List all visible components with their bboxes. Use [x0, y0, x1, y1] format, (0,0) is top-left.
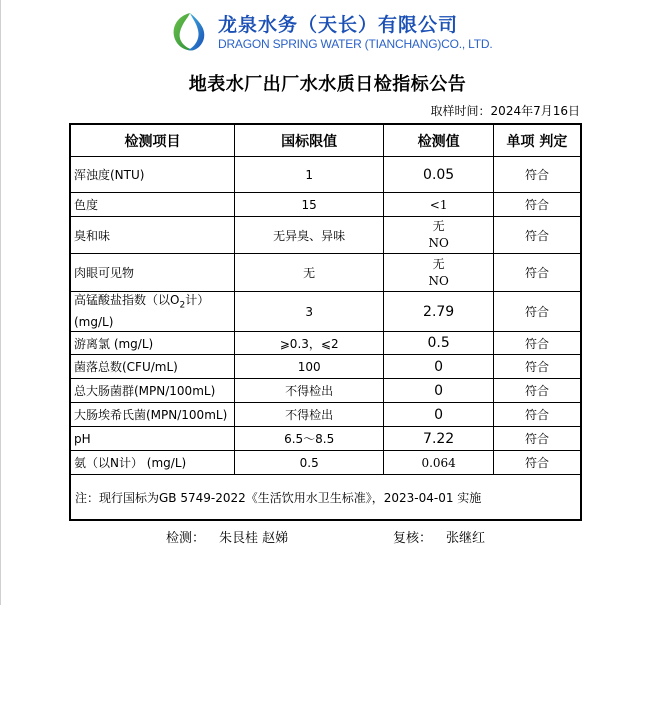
row-limit: 无异臭、异味 [235, 217, 384, 254]
row-limit: ⩾0.3，⩽2 [235, 332, 384, 355]
row-value: <1 [384, 193, 494, 217]
row-judge: 符合 [493, 451, 581, 475]
tester-signature [166, 527, 288, 546]
row-judge: 符合 [493, 193, 581, 217]
row-item: 臭和味 [70, 217, 235, 254]
row-item: 菌落总数(CFU/mL) [70, 355, 235, 379]
water-quality-table [69, 123, 582, 521]
table-row [70, 254, 581, 292]
row-item-subscript: 2 [179, 300, 186, 311]
table-row [70, 157, 581, 193]
company-name-en: DRAGON SPRING WATER (TIANCHANG)CO., LTD. [218, 37, 493, 51]
row-item: 总大肠菌群(MPN/100mL) [70, 379, 235, 403]
row-value: 0 [384, 403, 494, 427]
row-limit: 0.5 [235, 451, 384, 475]
tester-names: 朱艮桂 赵娣 [219, 531, 289, 546]
table-row [70, 355, 581, 379]
row-judge: 符合 [493, 157, 581, 193]
row-item: pH [70, 427, 235, 451]
table-row [70, 292, 581, 332]
table-row [70, 379, 581, 403]
row-value: 0 [384, 355, 494, 379]
row-item: 氨（以N计） (mg/L) [70, 451, 235, 475]
table-header-row [70, 124, 581, 157]
row-judge: 符合 [493, 355, 581, 379]
row-judge: 符合 [493, 254, 581, 292]
row-value: 0.064 [384, 451, 494, 475]
header-item: 检测项目 [70, 124, 235, 157]
table-row [70, 427, 581, 451]
row-value-en: NO [428, 236, 449, 250]
header-limit: 国标限值 [235, 124, 384, 157]
header-value: 检测值 [384, 124, 494, 157]
row-item: 大肠埃希氏菌(MPN/100mL) [70, 403, 235, 427]
standard-note: 注：现行国标为GB 5749-2022《生活饮用水卫生标准》，2023-04-01 实施 [70, 475, 581, 521]
row-value: 0 [384, 379, 494, 403]
row-value: 0.05 [384, 157, 494, 193]
reviewer-label: 复核： [393, 531, 433, 546]
row-judge: 符合 [493, 332, 581, 355]
row-item: 高锰酸盐指数（以O [74, 293, 180, 307]
row-limit: 无 [235, 254, 384, 292]
row-value: 7.22 [384, 427, 494, 451]
row-item-tail: 计） [185, 293, 210, 307]
row-value-stack [384, 217, 494, 254]
table-row [70, 193, 581, 217]
reviewer-name: 张继红 [446, 531, 486, 546]
row-value: 0.5 [384, 332, 494, 355]
table-row [70, 217, 581, 254]
reviewer-signature [393, 527, 485, 546]
row-judge: 符合 [493, 379, 581, 403]
table-row [70, 332, 581, 355]
row-limit: 不得检出 [235, 403, 384, 427]
company-name-cn: 龙泉水务（天长）有限公司 [218, 14, 459, 36]
row-limit: 不得检出 [235, 379, 384, 403]
row-item-line1 [74, 292, 231, 314]
row-value: 2.79 [384, 292, 494, 332]
page-title: 地表水厂出厂水水质日检指标公告 [188, 74, 467, 95]
row-limit: 1 [235, 157, 384, 193]
water-drop-swirl-icon [168, 10, 212, 54]
row-item: 肉眼可见物 [70, 254, 235, 292]
tester-label: 检测： [166, 531, 206, 546]
row-value: 无 [432, 256, 445, 271]
row-judge: 符合 [493, 292, 581, 332]
row-judge: 符合 [493, 403, 581, 427]
header-judge: 单项 判定 [493, 124, 581, 157]
row-item-cell [70, 292, 235, 332]
row-item-unit: (mg/L) [74, 315, 114, 330]
row-value-stack [384, 254, 494, 292]
row-judge: 符合 [493, 427, 581, 451]
row-value-en: NO [428, 273, 449, 288]
company-logo [168, 8, 493, 56]
row-item: 浑浊度(NTU) [70, 157, 235, 193]
row-value: 无 [432, 219, 445, 233]
table-row [70, 403, 581, 427]
table-row [70, 451, 581, 475]
row-limit: 15 [235, 193, 384, 217]
sample-time: 取样时间：2024年7月16日 [430, 104, 580, 118]
row-limit: 6.5～8.5 [235, 427, 384, 451]
row-item: 游离氯 (mg/L) [70, 332, 235, 355]
row-limit: 3 [235, 292, 384, 332]
table-note-row [70, 475, 581, 521]
row-judge: 符合 [493, 217, 581, 254]
row-limit: 100 [235, 355, 384, 379]
row-item: 色度 [70, 193, 235, 217]
